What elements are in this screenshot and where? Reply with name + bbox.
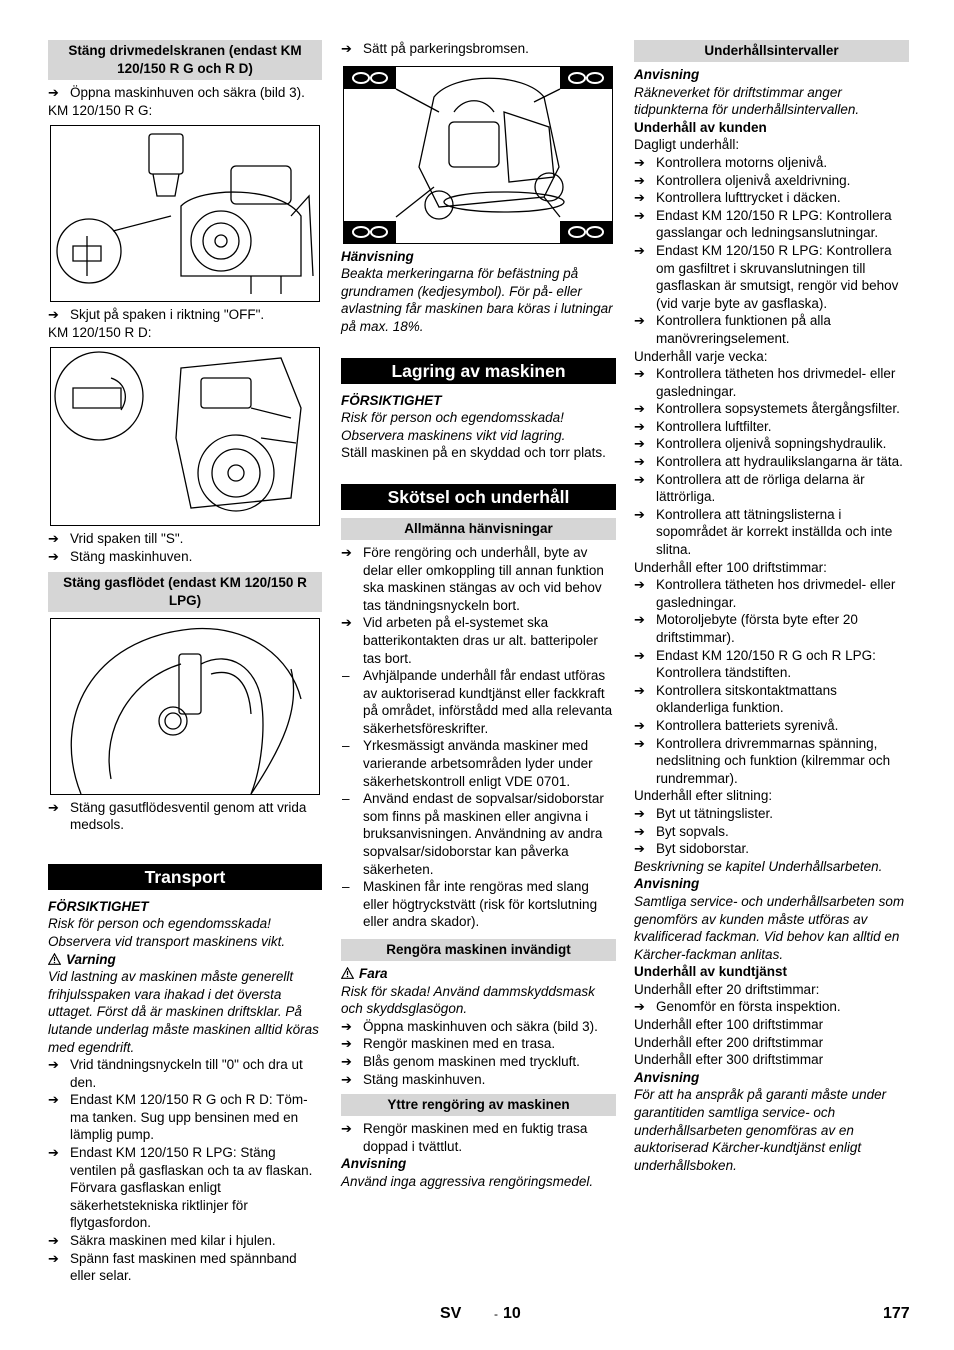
heading-service-maintenance: Underhåll av kundtjänst	[634, 964, 788, 980]
weekly-step: ➔ Kontrollera luftfilter.	[634, 418, 909, 436]
wear-step: ➔ Byt sopvals.	[634, 823, 909, 841]
storage-caution-label: FÖRSIKTIGHET	[341, 392, 442, 408]
heading-storage: Lagring av maskinen	[341, 358, 616, 384]
transport-step: ➔ Vrid tändningsnyckeln till "0" och dra ut den.	[48, 1056, 322, 1091]
note2-text: Samtliga service- och underhållsarbeten som genomförs av kunden måste utföras av kvalificerad fackman. Vid behov kan alltid en Kärcher-fackman anlitas.	[634, 893, 905, 962]
gas-step-close-valve: ➔ Stäng gasutflödesventil genom att vrida medsols.	[48, 799, 322, 834]
weekly-step: ➔ Kontrollera att hydraulikslangarna är täta.	[634, 453, 909, 471]
footer-page-number: 177	[883, 1305, 910, 1322]
outside-note-label: Anvisning	[341, 1156, 407, 1172]
machine-tiedown-illustration	[344, 67, 612, 243]
storage-caution-text: Risk för person och egendomsskada! Observera maskinens vikt vid lagring.	[341, 410, 566, 443]
h100-step: ➔ Endast KM 120/150 R G och R LPG: Kontrollera tändstiften.	[634, 647, 909, 682]
weekly-step: ➔ Kontrollera oljenivå sopningshydraulik.	[634, 435, 909, 453]
fuel-steps-3	[48, 530, 322, 565]
engine-d-illustration	[51, 348, 319, 525]
model-label-d: KM 120/150 R D:	[48, 324, 152, 340]
daily-step: ➔ Kontrollera motorns oljenivå.	[634, 154, 909, 172]
parking-step: ➔ Sätt på parkeringsbromsen.	[341, 40, 616, 58]
h100-steps	[634, 576, 909, 787]
general-dash-item: – Använd endast de sopvalsar/sidoborstar som finns på maskinen eller angivna i bruksanvisningen. Användning av andra sopvalsar/sidoborstar kan påverka säkerheten.	[341, 790, 616, 878]
gas-steps	[48, 799, 322, 834]
svc100-label: Underhåll efter 100 driftstimmar	[634, 1017, 824, 1033]
transport-step: ➔ Spänn fast maskinen med spännband eller selar.	[48, 1250, 322, 1285]
heading-general: Allmänna hänvisningar	[341, 518, 616, 540]
figure-gas-valve	[50, 618, 320, 795]
note3-label: Anvisning	[634, 1069, 700, 1085]
daily-steps	[634, 154, 909, 348]
heading-customer-maintenance: Underhåll av kunden	[634, 119, 767, 135]
daily-step: ➔ Kontrollera funktionen på alla manövreringselement.	[634, 312, 909, 347]
inside-steps	[341, 1018, 616, 1088]
chain-symbol-icon	[344, 67, 612, 243]
wear-steps	[634, 805, 909, 858]
column-left	[48, 40, 322, 1285]
footer-section-number: 10	[503, 1305, 521, 1322]
storage-text: Ställ maskinen på en skyddad och torr plats.	[341, 445, 606, 461]
note-text: Beakta merkeringarna för befästning på grundramen (kedjesymbol). För på- eller avlastning får maskinen bara köras i lutningar på max. 18%.	[341, 266, 613, 334]
general-dash-item: – Yrkesmässigt använda maskiner med varierande arbetsområden lyder under säkerhetskontroll enligt VDE 0701.	[341, 737, 616, 790]
fuel-step-turn-s: ➔ Vrid spaken till "S".	[48, 530, 322, 548]
heading-care: Skötsel och underhåll	[341, 484, 616, 510]
general-item: ➔ Vid arbeten på el-systemet ska batterikontakten dras ur alt. batteripoler tas bort.	[341, 614, 616, 667]
svc20-steps	[634, 998, 909, 1016]
wear-step: ➔ Byt sidoborstar.	[634, 840, 909, 858]
general-dash-item: – Maskinen får inte rengöras med slang eller högtryckstvätt (risk för kortslutning eller andra skador).	[341, 878, 616, 931]
column-right	[634, 40, 909, 1174]
engine-g-illustration	[51, 126, 319, 301]
inside-step: ➔ Stäng maskinhuven.	[341, 1071, 616, 1089]
daily-step: ➔ Kontrollera oljenivå axeldrivning.	[634, 172, 909, 190]
figure-engine-g	[50, 125, 320, 302]
wear-label: Underhåll efter slitning:	[634, 788, 773, 804]
model-label-g: KM 120/150 R G:	[48, 102, 153, 118]
note-label: Hänvisning	[341, 248, 414, 264]
warning-text: Vid lastning av maskinen måste generellt frihjulsspaken vara ihakad i det översta uttaget. Först då är maskinen driftsklar. På lutande underlag måste maskinen alltid köras med egendrift.	[48, 969, 319, 1055]
inside-step: ➔ Öppna maskinhuven och säkra (bild 3).	[341, 1018, 616, 1036]
danger-heading	[341, 965, 616, 983]
weekly-step: ➔ Kontrollera att tätningslisterna i sopområdet är korrekt inställda och inte slitna.	[634, 506, 909, 559]
general-dash-item: – Avhjälpande underhåll får endast utföras av auktoriserad kundtjänst eller fackkraft på området, införstådd med alla relevanta säkerhetsföreskrifter.	[341, 667, 616, 737]
heading-close-fuel-valve: Stäng drivmedelskranen (endast KM 120/150 R G och R D)	[48, 40, 322, 80]
note2-label: Anvisning	[634, 876, 700, 892]
heading-transport: Transport	[48, 864, 322, 890]
outside-note-text: Använd inga aggressiva rengöringsmedel.	[341, 1173, 594, 1189]
inside-step: ➔ Blås genom maskinen med tryckluft.	[341, 1053, 616, 1071]
footer-language: SV	[440, 1305, 462, 1322]
weekly-step: ➔ Kontrollera att de rörliga delarna är lättrörliga.	[634, 471, 909, 506]
outside-step: ➔ Rengör maskinen med en fuktig trasa doppad i tvättlut.	[341, 1120, 616, 1155]
daily-step: ➔ Kontrollera lufttrycket i däcken.	[634, 189, 909, 207]
warning-triangle-icon	[48, 953, 61, 965]
fuel-step-open-hood: ➔ Öppna maskinhuven och säkra (bild 3).	[48, 84, 322, 102]
weekly-label: Underhåll varje vecka:	[634, 348, 768, 364]
weekly-step: ➔ Kontrollera sopsystemets återgångsfilter.	[634, 400, 909, 418]
transport-step: ➔ Endast KM 120/150 R G och R D: Töm-ma tanken. Sug upp bensinen med en lämplig pump.	[48, 1091, 322, 1144]
heading-clean-outside: Yttre rengöring av maskinen	[341, 1094, 616, 1116]
note3-text: För att ha anspråk på garanti måste under garantitiden samtliga service- och underhållsarbeten genomföras av en auktoriserad Kärcher-kundtjänst enligt underhållsboken.	[634, 1087, 887, 1173]
general-item: ➔ Före rengöring och underhåll, byte av delar eller omkoppling till annan funktion ska maskinen stängas av och vid behov tas tändningsnyckeln bort.	[341, 544, 616, 614]
wear-step: ➔ Byt ut tätningslister.	[634, 805, 909, 823]
warning-triangle-icon	[341, 967, 354, 979]
figure-engine-d	[50, 347, 320, 526]
weekly-step: ➔ Kontrollera tätheten hos drivmedel- eller gasledningar.	[634, 365, 909, 400]
daily-label: Dagligt underhåll:	[634, 137, 740, 153]
warning-heading	[48, 951, 322, 969]
svc20-step: ➔ Genomför en första inspektion.	[634, 998, 909, 1016]
h100-step: ➔ Motoroljebyte (första byte efter 20 driftstimmar).	[634, 611, 909, 646]
daily-step: ➔ Endast KM 120/150 R LPG: Kontrollera om gasfiltret i skruvanslutningen till gasflaskan är smutsigt, rengör vid behov (vid varje byte av gasflaska).	[634, 242, 909, 312]
weekly-steps	[634, 365, 909, 559]
fuel-step-off: ➔ Skjut på spaken i riktning "OFF".	[48, 306, 322, 324]
svc20-label: Underhåll efter 20 driftstimmar:	[634, 981, 820, 997]
caution-label: FÖRSIKTIGHET	[48, 898, 149, 914]
footer-dash: -	[494, 1307, 498, 1321]
daily-step: ➔ Endast KM 120/150 R LPG: Kontrollera gasslangar och ledningsanslutningar.	[634, 207, 909, 242]
caution-text: Risk för person och egendomsskada! Observera vid transport maskinens vikt.	[48, 916, 286, 949]
svc300-label: Underhåll efter 300 driftstimmar	[634, 1052, 824, 1068]
h100-step: ➔ Kontrollera sitskontaktmattans oklanderliga funktion.	[634, 682, 909, 717]
h100-step: ➔ Kontrollera tätheten hos drivmedel- eller gasledningar.	[634, 576, 909, 611]
figure-machine-chains	[343, 66, 613, 244]
danger-label: Fara	[359, 966, 388, 981]
danger-text: Risk för skada! Använd dammskyddsmask och skyddsglasögon.	[341, 983, 595, 1017]
transport-steps	[48, 1056, 322, 1285]
heading-close-gas: Stäng gasflödet (endast KM 120/150 R LPG)	[48, 572, 322, 612]
h100-step: ➔ Kontrollera drivremmarnas spänning, nedslitning och funktion (kilremmar och rundremmar).	[634, 735, 909, 788]
heading-intervals: Underhållsintervaller	[634, 40, 909, 62]
parking-steps	[341, 40, 616, 58]
warning-label: Varning	[66, 951, 116, 967]
heading-clean-inside: Rengöra maskinen invändigt	[341, 939, 616, 961]
note1-text: Räkneverket för driftstimmar anger tidpunkterna för underhållsintervallen.	[634, 84, 860, 118]
transport-step: ➔ Säkra maskinen med kilar i hjulen.	[48, 1232, 322, 1250]
fuel-step-close-hood: ➔ Stäng maskinhuven.	[48, 548, 322, 566]
general-dash-list	[341, 667, 616, 931]
note1-label: Anvisning	[634, 67, 700, 82]
transport-step: ➔ Endast KM 120/150 R LPG: Stäng ventilen på gasflaskan och ta av flaskan. Förvara gasflaskan enligt säkerhetstekniska riktlinjer för flytgasfordon.	[48, 1144, 322, 1232]
gas-valve-illustration	[51, 619, 319, 794]
column-middle	[341, 40, 616, 1191]
h100-step: ➔ Kontrollera batteriets syrenivå.	[634, 717, 909, 735]
fuel-steps-2	[48, 306, 322, 324]
description-reference: Beskrivning se kapitel Underhållsarbeten.	[634, 858, 883, 874]
footer-section-page	[494, 1305, 521, 1324]
svc200-label: Underhåll efter 200 driftstimmar	[634, 1034, 824, 1050]
h100-label: Underhåll efter 100 driftstimmar:	[634, 559, 827, 575]
outside-steps	[341, 1120, 616, 1155]
inside-step: ➔ Rengör maskinen med en trasa.	[341, 1035, 616, 1053]
page-footer	[0, 1305, 954, 1329]
fuel-steps-1	[48, 84, 322, 102]
general-arrow-list	[341, 544, 616, 667]
